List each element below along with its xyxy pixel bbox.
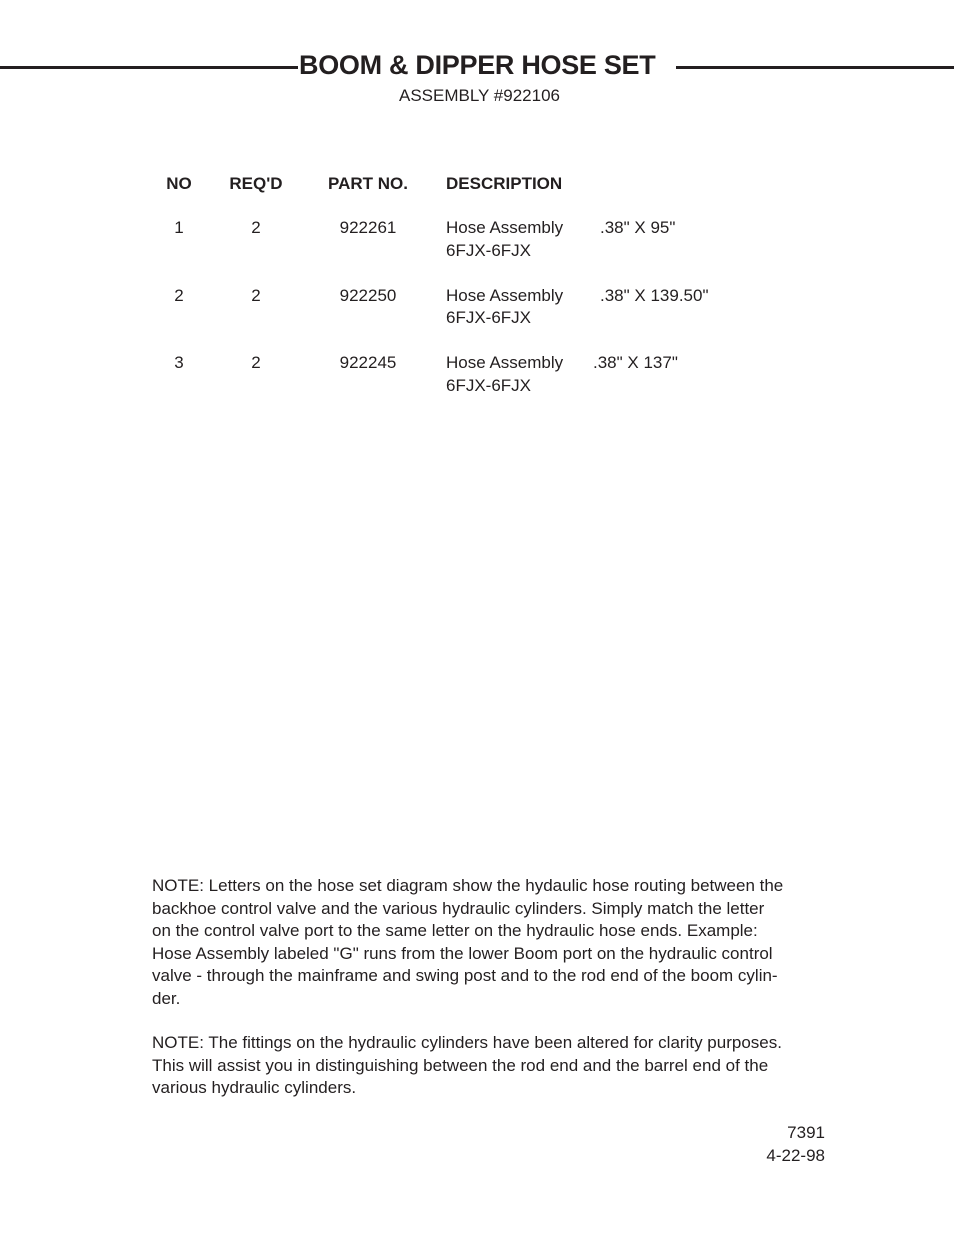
note-line: This will assist you in distinguishing between the rod end and the barrel end of the: [152, 1055, 769, 1075]
table-row-1-size: .38" X 95": [600, 218, 676, 237]
assembly-number: ASSEMBLY #922106: [399, 86, 560, 105]
table-row-2-reqd: 2: [251, 286, 261, 305]
header-no: NO: [166, 174, 192, 193]
table-row-2-fitting: 6FJX-6FJX: [446, 308, 532, 327]
note-line: Hose Assembly labeled "G" runs from the lower Boom port on the hydraulic control: [152, 943, 773, 963]
note-fittings: [152, 1032, 832, 1100]
table-row-3-fitting: 6FJX-6FJX: [446, 376, 532, 395]
table-row-1-part: 922261: [339, 218, 397, 237]
table-row-1-fitting: 6FJX-6FJX: [446, 241, 532, 260]
table-row-1-no: 1: [174, 218, 184, 237]
table-row-1-reqd: 2: [251, 218, 261, 237]
table-row-3-size: .38" X 137": [593, 353, 678, 372]
footer-date: 4-22-98: [766, 1146, 825, 1165]
note-line: der.: [152, 988, 181, 1008]
table-row-3-no: 3: [174, 353, 184, 372]
note-line: NOTE: The fittings on the hydraulic cylinders have been altered for clarity purposes.: [152, 1033, 782, 1052]
header-description: DESCRIPTION: [446, 174, 563, 193]
table-row-3-reqd: 2: [251, 353, 261, 372]
table-row-3-part: 922245: [339, 353, 397, 372]
footer-code: 7391: [787, 1123, 825, 1142]
note-hose-routing: [152, 875, 832, 1010]
table-row-2-size: .38" X 139.50": [600, 286, 709, 305]
note-line: various hydraulic cylinders.: [152, 1078, 357, 1097]
page-title: BOOM & DIPPER HOSE SET: [299, 50, 656, 80]
header-part-no: PART NO.: [328, 174, 408, 193]
table-row-2-part: 922250: [339, 286, 397, 305]
header-reqd: REQ'D: [229, 174, 283, 193]
table-row-3-desc: Hose Assembly: [446, 353, 564, 372]
title-rule-left: [0, 66, 298, 69]
note-line: valve - through the mainframe and swing post and to the rod end of the boom cylin-: [152, 966, 778, 985]
note-line: backhoe control valve and the various hydraulic cylinders. Simply match the letter: [152, 898, 765, 918]
note-line: NOTE: Letters on the hose set diagram show the hydaulic hose routing between the: [152, 876, 784, 895]
note-line: on the control valve port to the same letter on the hydraulic hose ends. Example:: [152, 921, 758, 940]
table-row-2-no: 2: [174, 286, 184, 305]
table-row-2-desc: Hose Assembly: [446, 286, 564, 305]
title-row: [0, 50, 954, 84]
title-rule-right: [676, 66, 954, 69]
table-row-1-desc: Hose Assembly: [446, 218, 564, 237]
